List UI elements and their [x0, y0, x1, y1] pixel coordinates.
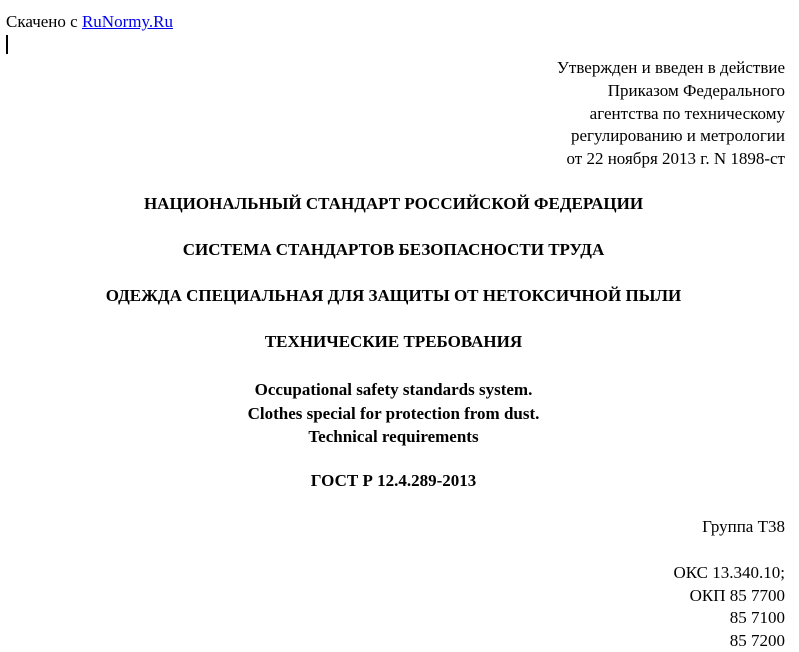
english-title-line: Clothes special for protection from dust.	[0, 402, 793, 426]
approval-line: Приказом Федерального	[557, 80, 785, 103]
code-line: ОКП 85 7700	[673, 585, 785, 608]
english-title-line: Technical requirements	[0, 425, 793, 449]
code-line: 85 7100	[673, 607, 785, 630]
approval-block	[557, 57, 785, 171]
downloaded-prefix: Скачено с	[6, 12, 78, 31]
source-line	[6, 11, 173, 33]
approval-line: регулированию и метрологии	[557, 125, 785, 148]
title-standards-system: СИСТЕМА СТАНДАРТОВ БЕЗОПАСНОСТИ ТРУДА	[0, 240, 793, 260]
approval-line: агентства по техническому	[557, 103, 785, 126]
title-national-standard: НАЦИОНАЛЬНЫЙ СТАНДАРТ РОССИЙСКОЙ ФЕДЕРАЦИИ	[0, 194, 793, 214]
text-cursor	[6, 35, 8, 54]
classification-codes	[673, 562, 785, 652]
code-line: 85 7200	[673, 630, 785, 652]
title-special-clothing: ОДЕЖДА СПЕЦИАЛЬНАЯ ДЛЯ ЗАЩИТЫ ОТ НЕТОКСИЧНОЙ ПЫЛИ	[0, 286, 793, 306]
runormy-link[interactable]: RuNormy.Ru	[82, 12, 173, 31]
gost-number: ГОСТ Р 12.4.289-2013	[0, 471, 793, 491]
group-code: Группа Т38	[702, 516, 785, 538]
english-title-line: Occupational safety standards system.	[0, 378, 793, 402]
approval-line: от 22 ноября 2013 г. N 1898-ст	[557, 148, 785, 171]
title-technical-requirements: ТЕХНИЧЕСКИЕ ТРЕБОВАНИЯ	[0, 332, 793, 352]
english-title-block	[0, 378, 793, 449]
approval-line: Утвержден и введен в действие	[557, 57, 785, 80]
code-line: ОКС 13.340.10;	[673, 562, 785, 585]
